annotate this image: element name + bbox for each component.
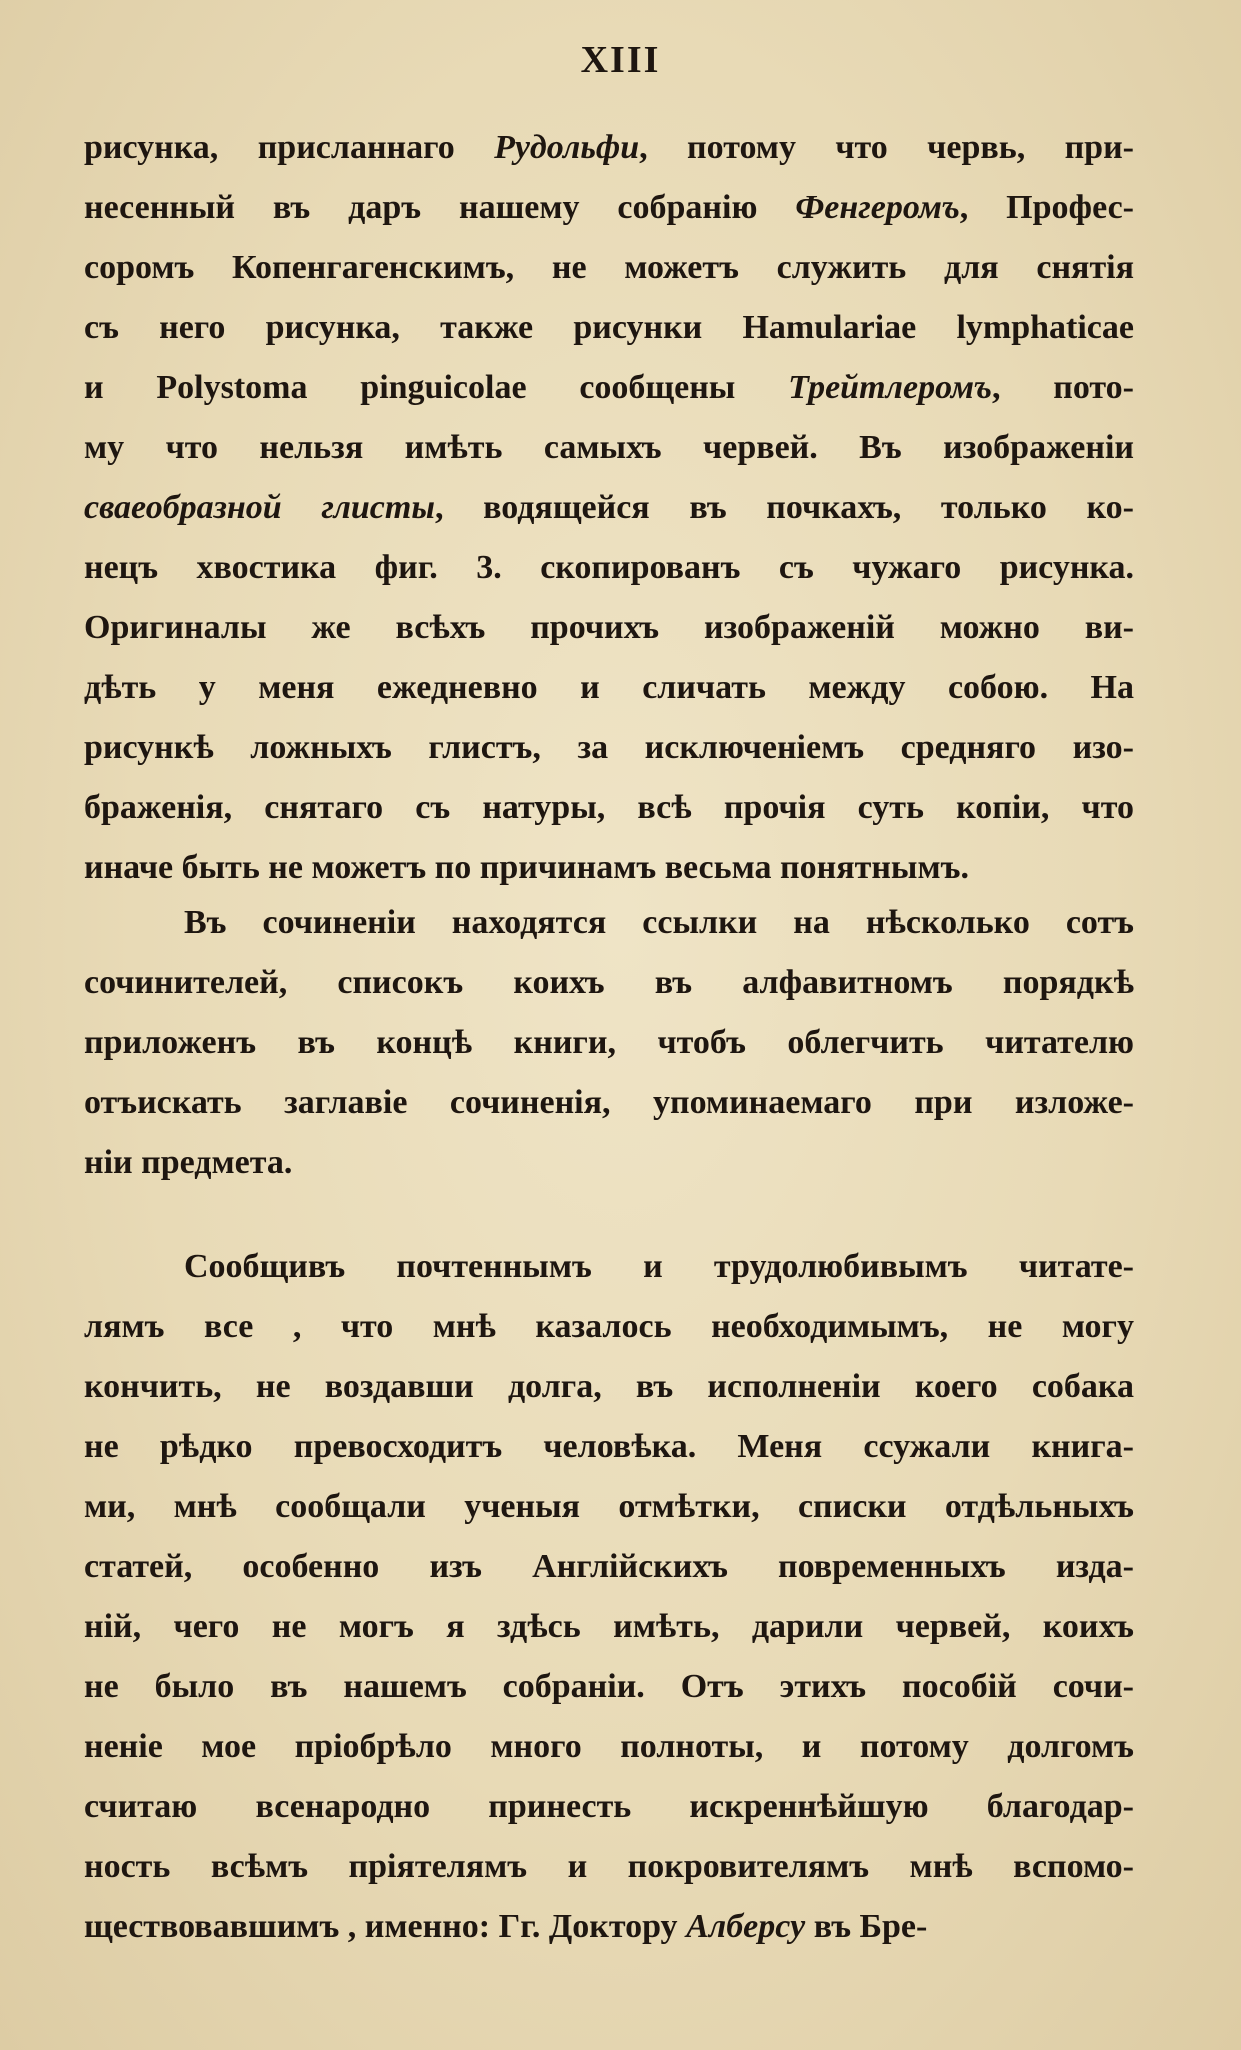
text-line xyxy=(84,1237,1134,1297)
text-line xyxy=(84,1477,1134,1537)
text-line xyxy=(84,1133,1134,1193)
page-number: XIII xyxy=(580,39,661,81)
text-segment: не рѣдко превосходитъ человѣка. Меня ссужали книга- xyxy=(84,1428,1134,1465)
italic-name: Алберсу xyxy=(686,1908,806,1945)
text-segment: му что нельзя имѣть самыхъ червей. Въ изображеніи xyxy=(84,429,1134,466)
text-segment: дѣть у меня ежедневно и сличать между собою. На xyxy=(84,669,1134,706)
text-segment: кончить, не воздавши долга, въ исполненіи коего собака xyxy=(84,1368,1134,1405)
text-segment: , пото- xyxy=(991,369,1135,406)
text-line xyxy=(84,1537,1134,1597)
paragraph-image-sources xyxy=(84,118,1134,898)
text-line xyxy=(84,418,1134,478)
text-segment: лямъ все , что мнѣ казалось необходимымъ, не могу xyxy=(84,1308,1134,1345)
text-line xyxy=(84,1357,1134,1417)
italic-name: Фенгеромъ xyxy=(795,189,960,226)
text-segment: несенный въ даръ нашему собранію xyxy=(84,189,796,226)
paragraph-author-references xyxy=(84,893,1134,1193)
italic-name: сваеобразной глисты xyxy=(84,489,435,526)
text-line xyxy=(84,778,1134,838)
text-segment: не было въ нашемъ собраніи. Отъ этихъ пособій сочи- xyxy=(84,1668,1134,1705)
text-line xyxy=(84,1597,1134,1657)
text-segment: рисунка, присланнаго xyxy=(84,129,495,166)
text-segment: съ него рисунка, также рисунки Hamulariae lymphaticae xyxy=(84,309,1134,346)
text-line xyxy=(84,658,1134,718)
text-segment: , Профес- xyxy=(959,189,1134,226)
text-segment: браженія, снятаго съ натуры, всѣ прочія суть копіи, что xyxy=(84,789,1134,826)
text-line xyxy=(84,838,1134,898)
text-line xyxy=(84,598,1134,658)
text-line xyxy=(84,538,1134,598)
text-segment: и Polystoma pinguicolae сообщены xyxy=(84,369,789,406)
text-line xyxy=(84,178,1134,238)
text-segment: статей, особенно изъ Англійскихъ повременныхъ изда- xyxy=(84,1548,1134,1585)
text-segment: считаю всенародно принесть искреннѣйшую благодар- xyxy=(84,1788,1134,1825)
text-segment: Въ сочиненіи находятся ссылки на нѣсколько сотъ xyxy=(184,904,1134,941)
text-line xyxy=(84,1297,1134,1357)
text-segment: въ Бре- xyxy=(805,1908,928,1945)
text-line xyxy=(84,358,1134,418)
text-segment: , водящейся въ почкахъ, только ко- xyxy=(434,489,1135,526)
italic-name: Трейтлеромъ xyxy=(788,369,992,406)
text-segment: ніи предмета. xyxy=(84,1144,293,1181)
text-line xyxy=(84,1073,1134,1133)
text-segment: ми, мнѣ сообщали ученыя отмѣтки, списки отдѣльныхъ xyxy=(84,1488,1134,1525)
text-segment: нецъ хвостика фиг. 3. скопированъ съ чужаго рисунка. xyxy=(84,549,1134,586)
text-line xyxy=(84,1777,1134,1837)
text-segment: соромъ Копенгагенскимъ, не можетъ служить для снятія xyxy=(84,249,1134,286)
text-segment: иначе быть не можетъ по причинамъ весьма понятнымъ. xyxy=(84,849,969,886)
text-line xyxy=(84,478,1134,538)
text-segment: , потому что червь, при- xyxy=(639,129,1135,166)
text-line xyxy=(84,1717,1134,1777)
text-segment: рисункѣ ложныхъ глистъ, за исключеніемъ средняго изо- xyxy=(84,729,1134,766)
text-line xyxy=(84,893,1134,953)
text-segment: ность всѣмъ пріятелямъ и покровителямъ мнѣ вспомо- xyxy=(84,1848,1134,1885)
text-segment: неніе мое пріобрѣло много полноты, и потому долгомъ xyxy=(84,1728,1134,1765)
text-line xyxy=(84,1897,1134,1957)
text-segment: Сообщивъ почтеннымъ и трудолюбивымъ читате- xyxy=(184,1248,1134,1285)
text-segment: приложенъ въ концѣ книги, чтобъ облегчить читателю xyxy=(84,1024,1134,1061)
text-segment: Оригиналы же всѣхъ прочихъ изображеній можно ви- xyxy=(84,609,1134,646)
text-segment: ній, чего не могъ я здѣсь имѣть, дарили червей, коихъ xyxy=(84,1608,1134,1645)
text-line xyxy=(84,1837,1134,1897)
text-line xyxy=(84,1013,1134,1073)
text-line xyxy=(84,238,1134,298)
text-line xyxy=(84,118,1134,178)
paragraph-acknowledgements xyxy=(84,1237,1134,1957)
text-line xyxy=(84,953,1134,1013)
text-line xyxy=(84,1657,1134,1717)
text-segment: сочинителей, списокъ коихъ въ алфавитномъ порядкѣ xyxy=(84,964,1134,1001)
text-line xyxy=(84,718,1134,778)
text-segment: отъискать заглавіе сочиненія, упоминаемаго при изложе- xyxy=(84,1084,1134,1121)
italic-name: Рудольфи xyxy=(494,129,640,166)
text-segment: ществовавшимъ , именно: Гг. Доктору xyxy=(84,1908,687,1945)
text-line xyxy=(84,298,1134,358)
text-line xyxy=(84,1417,1134,1477)
